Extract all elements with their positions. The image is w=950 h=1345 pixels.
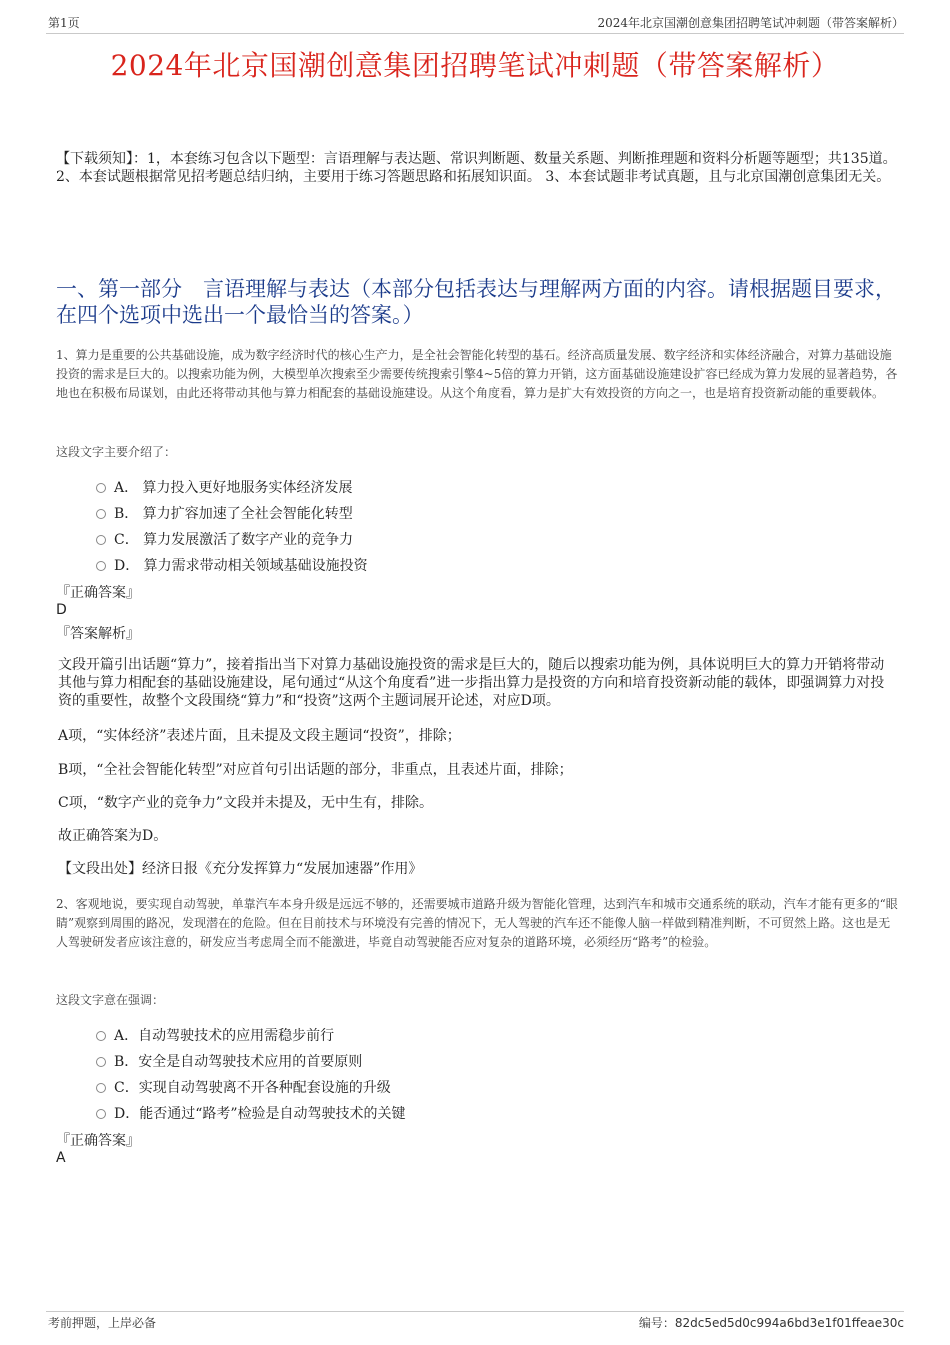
question-1-answer-label: 『正确答案』 (56, 585, 140, 601)
page-number: 第1页 (48, 16, 80, 30)
question-1-analysis-conclusion: 故正确答案为D。 (58, 828, 168, 844)
question-1-source: 【文段出处】经济日报《充分发挥算力“发展加速器”作用》 (58, 861, 423, 877)
footer-code-value: 82dc5ed5d0c994a6bd3e1f01ffeae30c (674, 1316, 904, 1330)
footer-divider (46, 1311, 904, 1312)
radio-icon[interactable] (96, 483, 106, 493)
question-2-option-b[interactable]: B．安全是自动驾驶技术应用的首要原则 (96, 1051, 362, 1071)
question-2-answer: A (56, 1150, 66, 1166)
radio-icon[interactable] (96, 1083, 106, 1093)
question-1-analysis-main: 文段开篇引出话题“算力”，接着指出当下对算力基础设施投资的需求是巨大的，随后以搜索功能为例，具体说明巨大的算力开销将带动其他与算力相配套的基础设施建设，尾句通过“从这个角度看”进一步指出算力是投资的方向和培育投资新动能的载体，即强调算力对投资的重要性，故整个文段围绕“算力”和“投资”这两个主题词展开论述，对应D项。 (58, 657, 885, 709)
section-title: 一、第一部分 言语理解与表达（本部分包括表达与理解两方面的内容。请根据题目要求，在四个选项中选出一个最恰当的答案。） (56, 277, 896, 327)
question-1-option-a[interactable]: A． 算力投入更好地服务实体经济发展 (96, 477, 353, 497)
question-1-analysis-label: 『答案解析』 (56, 626, 140, 642)
page-header (48, 14, 904, 34)
document-title: 2024年北京国潮创意集团招聘笔试冲刺题（带答案解析） (110, 49, 840, 82)
header-doc-title: 2024年北京国潮创意集团招聘笔试冲刺题（带答案解析） (597, 16, 904, 30)
radio-icon[interactable] (96, 561, 106, 571)
question-1-option-b[interactable]: B． 算力扩容加速了全社会智能化转型 (96, 503, 353, 523)
footer-slogan: 考前押题，上岸必备 (48, 1316, 157, 1330)
question-1-analysis-b: B项，“全社会智能化转型”对应首句引出话题的部分，非重点，且表述片面，排除； (58, 762, 573, 778)
radio-icon[interactable] (96, 1109, 106, 1119)
question-1-analysis-c: C项，“数字产业的竞争力”文段并未提及，无中生有，排除。 (58, 795, 434, 811)
question-1-option-d[interactable]: D． 算力需求带动相关领域基础设施投资 (96, 555, 368, 575)
radio-icon[interactable] (96, 535, 106, 545)
question-1-answer: D (56, 602, 67, 618)
question-2-answer-label: 『正确答案』 (56, 1133, 140, 1149)
question-1-text: 1、算力是重要的公共基础设施，成为数字经济时代的核心生产力，是全社会智能化转型的基石。经济高质量发展、数字经济和实体经济融合，对算力基础设施投资的需求是巨大的。以搜索功能为例，大模型单次搜索至少需要传统搜索引擎4~5倍的算力开销，这方面基础设施建设扩容已经成为算力发展的显著趋势，各地也在积极布局谋划，由此还将带动其他与算力相配套的基础设施建设。从这个角度看，算力是扩大有效投资的方向之一，也是培育投资新动能的重要载体。 (56, 348, 898, 400)
radio-icon[interactable] (96, 509, 106, 519)
question-2-text: 2、客观地说，要实现自动驾驶，单靠汽车本身升级是远远不够的，还需要城市道路升级为智能化管理，达到汽车和城市交通系统的联动，汽车才能有更多的“眼睛”观察到周围的路况，发现潜在的危险。但在目前技术与环境没有完善的情况下，无人驾驶的汽车还不能像人脑一样做到精准判断，不可贸然上路。这也是无人驾驶研发者应该注意的，研发应当考虑周全而不能激进，毕竟自动驾驶能否应对复杂的道路环境，必须经历“路考”的检验。 (56, 897, 898, 949)
question-1-analysis-a: A项，“实体经济”表述片面，且未提及文段主题词“投资”，排除； (58, 728, 461, 744)
question-2-option-c[interactable]: C．实现自动驾驶离不开各种配套设施的升级 (96, 1077, 391, 1097)
question-1-option-c[interactable]: C． 算力发展激活了数字产业的竞争力 (96, 529, 353, 549)
download-notice: 【下载须知】：1，本套练习包含以下题型：言语理解与表达题、常识判断题、数量关系题、判断推理题和资料分析题等题型；共135道。 2、本套试题根据常见招考题总结归纳，主要用于练习答题思路和拓展知识面。 3、本套试题非考试真题，且与北京国潮创意集团无关。 (56, 151, 897, 185)
radio-icon[interactable] (96, 1057, 106, 1067)
question-1-prompt: 这段文字主要介绍了： (56, 445, 177, 459)
question-2-option-d[interactable]: D．能否通过“路考”检验是自动驾驶技术的关键 (96, 1103, 406, 1123)
header-divider (46, 33, 904, 34)
question-2-prompt: 这段文字意在强调： (56, 993, 165, 1007)
footer-code-label: 编号： (638, 1316, 675, 1330)
footer-code (639, 1314, 904, 1331)
radio-icon[interactable] (96, 1031, 106, 1041)
question-2-option-a[interactable]: A．自动驾驶技术的应用需稳步前行 (96, 1025, 334, 1045)
